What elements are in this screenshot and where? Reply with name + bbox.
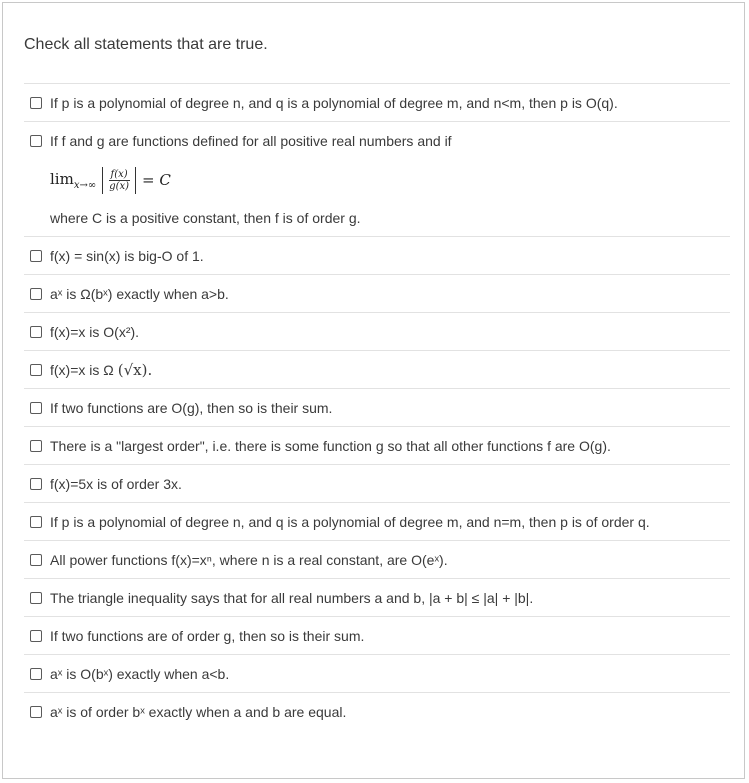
question-card [2, 2, 745, 779]
option-4-label: aˣ is Ω(bˣ) exactly when a>b. [50, 285, 229, 302]
option-1-label: If p is a polynomial of degree n, and q is a polynomial of degree m, and n<m, then p is O(q). [50, 94, 618, 111]
question-prompt: Check all statements that are true. [24, 36, 268, 53]
option-3[interactable] [24, 236, 730, 274]
option-11-label: All power functions f(x)=xⁿ, where n is a real constant, are O(eˣ). [50, 551, 448, 568]
fraction-numerator: f(x) [110, 168, 128, 180]
option-2-label: If f and g are functions defined for all positive real numbers and if [50, 133, 452, 149]
option-5-label: f(x)=x is O(x²). [50, 323, 140, 340]
option-3-checkbox[interactable] [30, 250, 42, 262]
limit-formula [50, 160, 730, 200]
option-10-checkbox[interactable] [30, 516, 42, 528]
option-15-checkbox[interactable] [30, 706, 42, 718]
option-8-label: There is a "largest order", i.e. there is some function g so that all other functions f are O(g). [50, 437, 611, 454]
option-15[interactable] [24, 692, 730, 730]
option-9-checkbox[interactable] [30, 478, 42, 490]
option-12[interactable] [24, 578, 730, 616]
option-1[interactable] [24, 83, 730, 121]
option-5-checkbox[interactable] [30, 326, 42, 338]
option-3-label: f(x) = sin(x) is big-O of 1. [50, 247, 204, 264]
option-12-label: The triangle inequality says that for all real numbers a and b, |a + b| ≤ |a| + |b|. [50, 589, 534, 606]
option-14-label: aˣ is O(bˣ) exactly when a<b. [50, 665, 230, 682]
option-7[interactable] [24, 388, 730, 426]
option-6-label: f(x)=x is Ω [50, 361, 114, 378]
option-11-checkbox[interactable] [30, 554, 42, 566]
option-14-checkbox[interactable] [30, 668, 42, 680]
option-15-label: aˣ is of order bˣ exactly when a and b are equal. [50, 703, 347, 720]
option-2[interactable] [24, 121, 730, 236]
option-13[interactable] [24, 616, 730, 654]
option-10[interactable] [24, 502, 730, 540]
option-2-continuation: where C is a positive constant, then f is of order g. [50, 210, 361, 226]
option-11[interactable] [24, 540, 730, 578]
abs-value-bars [102, 167, 136, 194]
option-13-label: If two functions are of order g, then so is their sum. [50, 627, 365, 644]
option-6-checkbox[interactable] [30, 364, 42, 376]
equals-constant: = C [142, 171, 171, 189]
fraction-denominator: g(x) [109, 180, 130, 192]
option-8-checkbox[interactable] [30, 440, 42, 452]
option-12-checkbox[interactable] [30, 592, 42, 604]
option-5[interactable] [24, 312, 730, 350]
limit-operator: $\lim_{x\to\infty}$ [50, 169, 97, 191]
option-2-checkbox[interactable] [30, 135, 42, 147]
option-6[interactable] [24, 350, 730, 388]
option-9-label: f(x)=5x is of order 3x. [50, 475, 182, 492]
fraction [107, 169, 131, 192]
option-14[interactable] [24, 654, 730, 692]
sqrt-expression: (√x). [117, 360, 153, 379]
option-13-checkbox[interactable] [30, 630, 42, 642]
option-4-checkbox[interactable] [30, 288, 42, 300]
option-1-checkbox[interactable] [30, 97, 42, 109]
option-7-label: If two functions are O(g), then so is their sum. [50, 399, 333, 416]
option-4[interactable] [24, 274, 730, 312]
option-7-checkbox[interactable] [30, 402, 42, 414]
option-10-label: If p is a polynomial of degree n, and q is a polynomial of degree m, and n=m, then p is of order q. [50, 513, 650, 530]
options-list [24, 83, 730, 730]
option-9[interactable] [24, 464, 730, 502]
option-8[interactable] [24, 426, 730, 464]
